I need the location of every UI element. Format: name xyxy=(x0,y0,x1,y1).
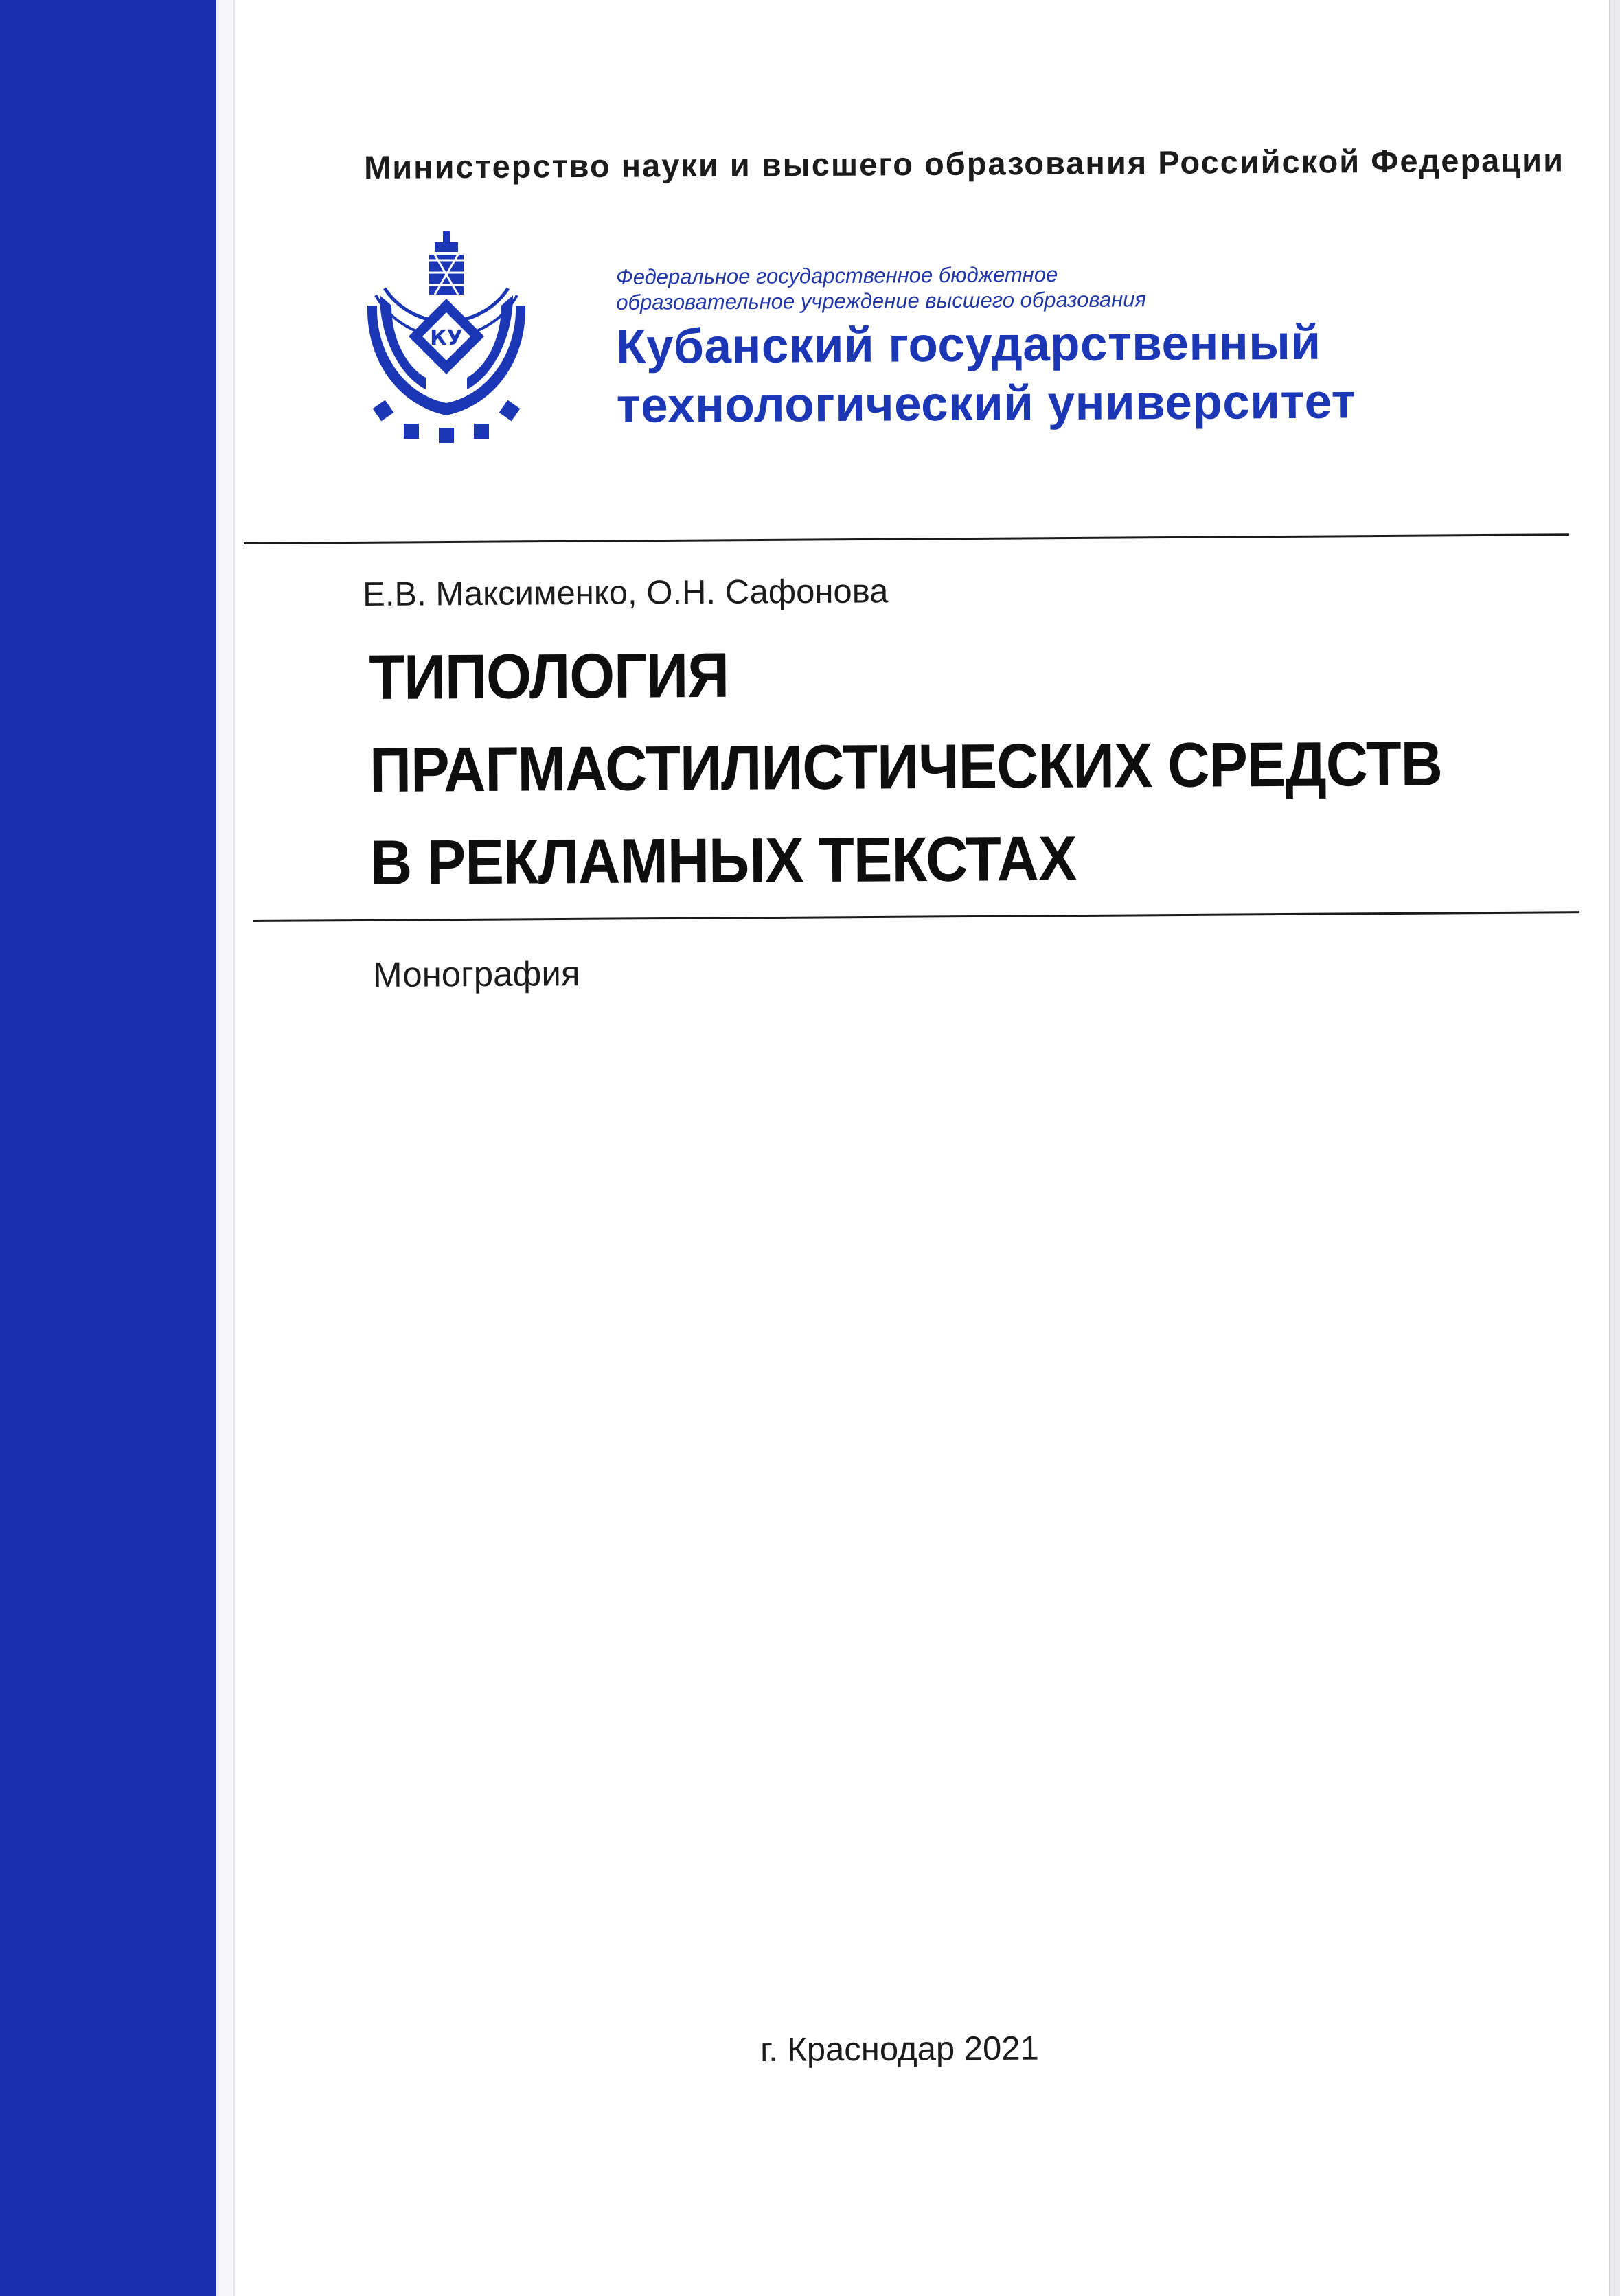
page-edge xyxy=(1609,0,1620,2296)
document-type: Монография xyxy=(373,954,580,994)
ministry-line: Министерство науки и высшего образования Российской Федерации xyxy=(364,141,1565,185)
institution-type-line-2: образовательное учреждение высшего образования xyxy=(616,287,1147,314)
institution-name xyxy=(616,313,1356,436)
university-emblem-icon xyxy=(361,230,532,443)
authors: Е.В. Максименко, О.Н. Сафонова xyxy=(363,573,889,613)
city-year: г. Краснодар 2021 xyxy=(760,2030,1039,2069)
cover-spine-edge xyxy=(216,0,235,2296)
book-title-line-1: ТИПОЛОГИЯ xyxy=(369,640,729,713)
book-title-line-2: ПРАГМАСТИЛИСТИЧЕСКИХ СРЕДСТВ xyxy=(369,728,1443,805)
book-title-line-3: В РЕКЛАМНЫХ ТЕКСТАХ xyxy=(369,823,1077,898)
divider-top xyxy=(244,533,1569,544)
emblem-letters: КУ xyxy=(430,326,463,350)
institution-name-line-2: технологический университет xyxy=(616,374,1356,433)
cover-spine-band xyxy=(0,0,216,2296)
divider-bottom xyxy=(253,911,1579,922)
book-title xyxy=(369,625,1443,910)
institution-type xyxy=(616,261,1146,315)
institution-type-line-1: Федеральное государственное бюджетное xyxy=(616,262,1058,289)
institution-name-line-1: Кубанский государственный xyxy=(616,315,1321,374)
